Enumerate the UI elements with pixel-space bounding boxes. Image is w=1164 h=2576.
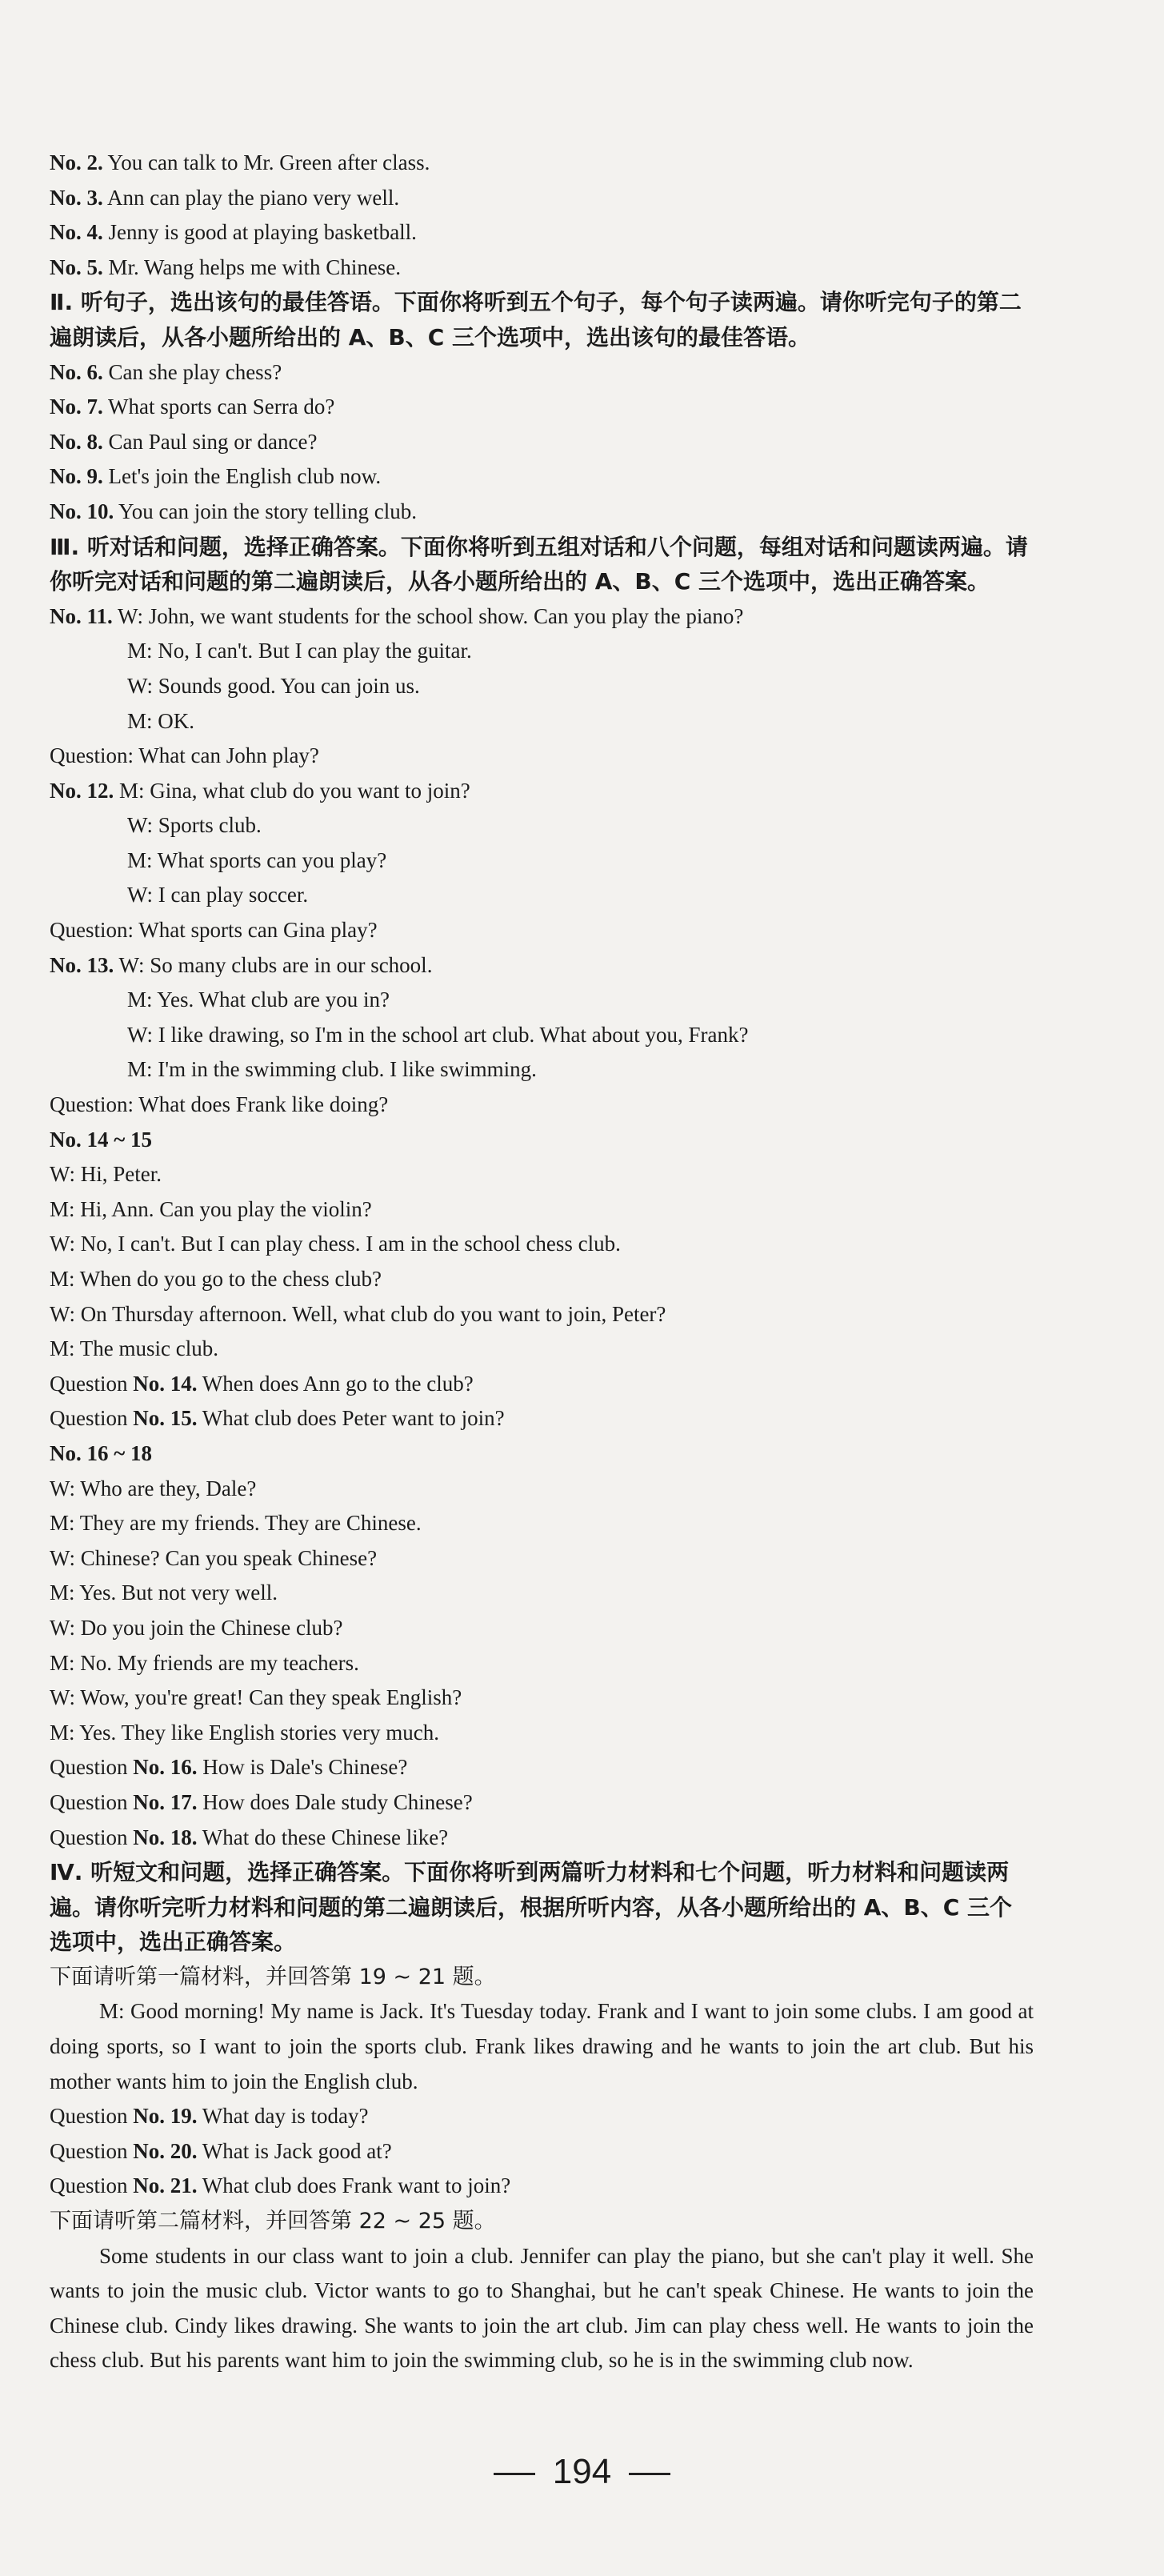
dialogue-line: M: I'm in the swimming club. I like swimming. (127, 1057, 537, 1082)
question-prefix: Question (50, 2138, 128, 2163)
item-number: No. 5. (50, 254, 103, 279)
numbered-item (50, 599, 1034, 635)
numbered-item (50, 425, 1034, 460)
question-text: What club does Frank want to join? (202, 2173, 511, 2198)
passage-paragraph: Some students in our class want to join a club. Jennifer can play the piano, but she can't play it well. She wants to join the music club. Victor wants to go to Shanghai, but he can't speak Chinese. He wants to join the Chinese club. Cindy likes drawing. She wants to join the art club. Jim can play chess well. He wants to join the chess club. But his parents want him to join the swimming club, so he is in the swimming club now. (50, 2243, 1034, 2373)
passage-intro: 下面请听第一篇材料，并回答第 19 ~ 21 题。 (50, 1964, 496, 1989)
question-prefix: Question (50, 1755, 128, 1780)
script-line: W: Chinese? Can you speak Chinese? (50, 1545, 378, 1570)
question-line (50, 2099, 1034, 2134)
item-text: You can join the story telling club. (118, 499, 417, 523)
question-line (50, 1401, 1034, 1436)
section-heading: Ⅱ. 听句子，选出该句的最佳答语。下面你将听到五个句子，每个句子读两遍。请你听完句子的第二遍朗读后，从各小题所给出的 A、B、C 三个选项中，选出该句的最佳答语。 (50, 289, 1022, 351)
question-line (50, 1367, 1034, 1402)
question-text: What club does Peter want to join? (202, 1406, 505, 1431)
item-text: Let's join the English club now. (108, 464, 382, 489)
question-number: No. 20. (133, 2138, 198, 2163)
item-number: No. 9. (50, 464, 103, 489)
script-line: M: Yes. They like English stories very much. (50, 1720, 439, 1745)
question-text: What is Jack good at? (202, 2138, 392, 2163)
question-number: No. 21. (133, 2173, 198, 2198)
script-line: W: Who are they, Dale? (50, 1476, 257, 1500)
question-text: What day is today? (202, 2104, 369, 2129)
question-number: No. 14. (133, 1371, 198, 1396)
item-number: No. 3. (50, 185, 103, 210)
script-line: M: They are my friends. They are Chinese. (50, 1511, 422, 1536)
script-line: W: No, I can't. But I can play chess. I am in the school chess club. (50, 1232, 621, 1256)
script-line: W: Hi, Peter. (50, 1162, 162, 1187)
question-text: How does Dale study Chinese? (202, 1789, 473, 1814)
page-number (0, 2452, 1164, 2492)
item-number: No. 10. (50, 499, 114, 523)
dialogue-line: M: OK. (127, 708, 195, 733)
script-line: M: Yes. But not very well. (50, 1580, 278, 1605)
question-prefix: Question (50, 1406, 128, 1431)
passage-intro: 下面请听第二篇材料，并回答第 22 ~ 25 题。 (50, 2209, 496, 2234)
item-text: You can talk to Mr. Green after class. (107, 150, 430, 174)
script-line: Question: What does Frank like doing? (50, 1092, 389, 1117)
item-number: No. 8. (50, 429, 103, 454)
item-number: No. 6. (50, 359, 103, 384)
item-number: No. 12. (50, 778, 114, 803)
item-text: M: Gina, what club do you want to join? (119, 778, 470, 803)
script-line: W: Do you join the Chinese club? (50, 1615, 343, 1640)
question-prefix: Question (50, 2173, 128, 2198)
question-number: No. 18. (133, 1825, 198, 1849)
numbered-item (50, 355, 1034, 391)
question-prefix: Question (50, 1825, 128, 1849)
question-text: How is Dale's Chinese? (202, 1755, 408, 1780)
dialogue-line: M: Yes. What club are you in? (127, 988, 390, 1012)
numbered-item (50, 774, 1034, 809)
question-number: No. 19. (133, 2104, 198, 2129)
question-text: When does Ann go to the club? (202, 1371, 474, 1396)
question-line (50, 2169, 1034, 2204)
listening-script (50, 146, 1034, 2378)
question-number: No. 16. (133, 1755, 198, 1780)
dialogue-line: W: I can play soccer. (127, 883, 309, 907)
item-number: No. 13. (50, 952, 114, 977)
item-number: No. 4. (50, 220, 103, 245)
item-number: No. 7. (50, 395, 103, 419)
dialogue-line: M: No, I can't. But I can play the guitar. (127, 639, 472, 663)
numbered-item (50, 948, 1034, 984)
numbered-item (50, 250, 1034, 286)
item-text: What sports can Serra do? (108, 395, 335, 419)
section-heading: Ⅲ. 听对话和问题，选择正确答案。下面你将听到五组对话和八个问题，每组对话和问题读两遍。请你听完对话和问题的第二遍朗读后，从各小题所给出的 A、B、C 三个选项中，选出正确答案。 (50, 533, 1028, 595)
script-line: M: When do you go to the chess club? (50, 1267, 382, 1291)
item-text: Mr. Wang helps me with Chinese. (108, 254, 402, 279)
dialogue-line: W: Sounds good. You can join us. (127, 673, 420, 698)
numbered-item (50, 1436, 1034, 1472)
numbered-item (50, 1123, 1034, 1158)
dialogue-line: W: Sports club. (127, 813, 262, 838)
script-line: W: On Thursday afternoon. Well, what club do you want to join, Peter? (50, 1301, 666, 1326)
item-text: W: So many clubs are in our school. (118, 952, 433, 977)
numbered-item (50, 495, 1034, 530)
numbered-item (50, 146, 1034, 181)
question-line (50, 1785, 1034, 1821)
numbered-item (50, 390, 1034, 425)
item-number: No. 11. (50, 603, 113, 628)
script-line: M: The music club. (50, 1336, 218, 1361)
dialogue-line: W: I like drawing, so I'm in the school art club. What about you, Frank? (127, 1022, 749, 1047)
left-dash (494, 2473, 535, 2475)
script-line: W: Wow, you're great! Can they speak English? (50, 1685, 462, 1710)
passage-paragraph: M: Good morning! My name is Jack. It's Tuesday today. Frank and I want to join some clubs. I am good at doing sports, so I want to join the sports club. Frank likes drawing and he wants to join the art club. But his mother wants him to join the English club. (50, 1999, 1034, 2093)
right-dash (629, 2473, 670, 2475)
question-number: No. 17. (133, 1789, 198, 1814)
section-heading: Ⅳ. 听短文和问题，选择正确答案。下面你将听到两篇听力材料和七个问题，听力材料和问题读两遍。请你听完听力材料和问题的第二遍朗读后，根据所听内容，从各小题所给出的 A、B、C 三个选项中，选出正确答案。 (50, 1859, 1013, 1956)
question-prefix: Question (50, 1789, 128, 1814)
question-prefix: Question (50, 1371, 128, 1396)
question-number: No. 15. (133, 1406, 198, 1431)
script-line: M: No. My friends are my teachers. (50, 1650, 359, 1675)
item-number: No. 16 ~ 18 (50, 1440, 153, 1465)
numbered-item (50, 181, 1034, 216)
item-text: Can Paul sing or dance? (108, 429, 318, 454)
script-line: M: Hi, Ann. Can you play the violin? (50, 1196, 372, 1221)
item-text: Ann can play the piano very well. (107, 185, 400, 210)
dialogue-line: M: What sports can you play? (127, 847, 387, 872)
script-line: Question: What sports can Gina play? (50, 918, 378, 943)
page-number-text: 194 (552, 2452, 612, 2491)
item-text: Can she play chess? (108, 359, 282, 384)
question-line (50, 2134, 1034, 2169)
numbered-item (50, 215, 1034, 250)
item-text: W: John, we want students for the school show. Can you play the piano? (118, 603, 744, 628)
question-line (50, 1750, 1034, 1785)
question-prefix: Question (50, 2104, 128, 2129)
numbered-item (50, 459, 1034, 495)
script-line: Question: What can John play? (50, 743, 319, 768)
item-text: Jenny is good at playing basketball. (108, 220, 417, 245)
question-text: What do these Chinese like? (202, 1825, 449, 1849)
question-line (50, 1821, 1034, 1856)
item-number: No. 2. (50, 150, 103, 174)
item-number: No. 14 ~ 15 (50, 1127, 153, 1152)
